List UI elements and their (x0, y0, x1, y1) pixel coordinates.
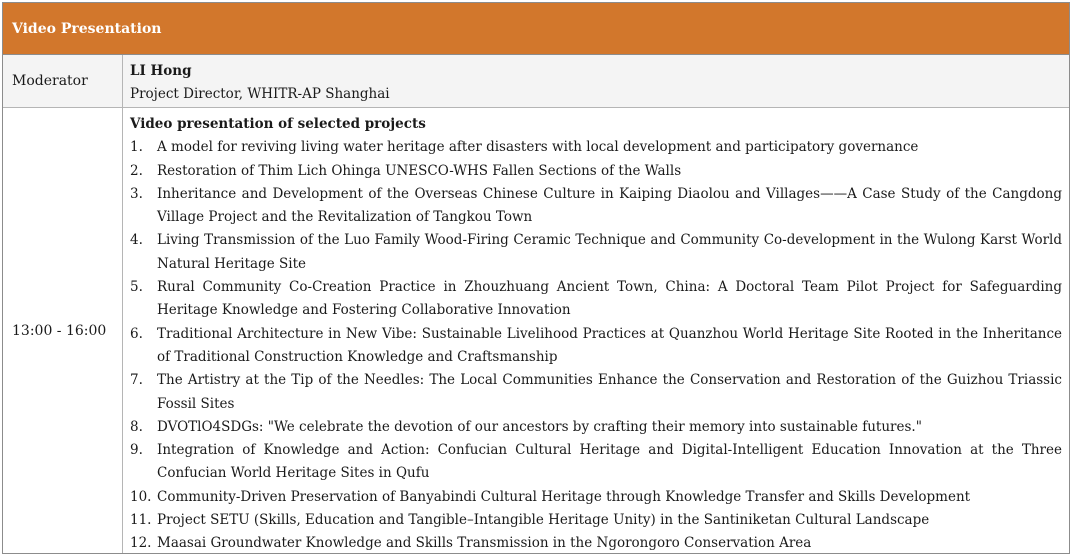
project-number: 12. (130, 535, 152, 552)
project-title: Rural Community Co-Creation Practice in Zhouzhuang Ancient Town, China: A Doctoral Team Pilot Project for Safeguarding Heritage Knowledge and Fostering Collaborative Innovation (157, 279, 1062, 319)
project-item (130, 486, 1062, 509)
session-time: 13:00 - 16:00 (3, 108, 123, 553)
project-title: Project SETU (Skills, Education and Tangible–Intangible Heritage Unity) in the Santiniketan Cultural Landscape (157, 512, 930, 529)
project-number: 8. (130, 418, 143, 435)
project-item (130, 532, 1062, 555)
project-number: 1. (130, 139, 143, 156)
moderator-role: Project Director, WHITR-AP Shanghai (130, 86, 390, 102)
project-title: Community-Driven Preservation of Banyabindi Cultural Heritage through Knowledge Transfer and Skills Development (157, 488, 971, 505)
moderator-name: LI Hong (130, 63, 192, 79)
project-item (130, 183, 1062, 230)
program-table (2, 2, 1070, 554)
moderator-row (3, 55, 1069, 108)
session-heading: Video presentation of selected projects (130, 116, 426, 132)
project-item (130, 160, 1062, 183)
moderator-label: Moderator (3, 55, 123, 107)
project-item (130, 416, 1062, 439)
project-number: 3. (130, 185, 143, 202)
project-item (130, 439, 1062, 486)
schedule-row (3, 108, 1069, 553)
project-title: Integration of Knowledge and Action: Confucian Cultural Heritage and Digital-Intelligent Education Innovation at the Three Confucian World Heritage Sites in Qufu (157, 442, 1062, 482)
project-number: 11. (130, 512, 152, 529)
project-item (130, 136, 1062, 159)
section-title: Video Presentation (12, 20, 162, 37)
project-title: A model for reviving living water heritage after disasters with local development and participatory governance (157, 139, 919, 156)
session-content (123, 108, 1069, 553)
project-number: 9. (130, 442, 143, 459)
project-item (130, 369, 1062, 416)
project-title: Living Transmission of the Luo Family Wood-Firing Ceramic Technique and Community Co-development in the Wulong Karst World Natural Heritage Site (157, 232, 1062, 272)
project-item (130, 276, 1062, 323)
project-item (130, 509, 1062, 532)
project-title: Maasai Groundwater Knowledge and Skills Transmission in the Ngorongoro Conservation Area (157, 535, 812, 552)
project-item (130, 229, 1062, 276)
moderator-details (123, 55, 1069, 107)
project-item (130, 323, 1062, 370)
project-number: 5. (130, 279, 143, 296)
project-title: Restoration of Thim Lich Ohinga UNESCO-WHS Fallen Sections of the Walls (157, 162, 682, 179)
project-number: 4. (130, 232, 143, 249)
project-title: Inheritance and Development of the Overseas Chinese Culture in Kaiping Diaolou and Villages——A Case Study of the Cangdong Village Project and the Revitalization of Tangkou Town (157, 185, 1062, 226)
project-number: 6. (130, 325, 143, 342)
project-number: 10. (130, 488, 152, 505)
project-number: 2. (130, 162, 143, 179)
project-title: DVOTlO4SDGs: "We celebrate the devotion of our ancestors by crafting their memory into sustainable futures." (157, 418, 922, 435)
project-title: Traditional Architecture in New Vibe: Sustainable Livelihood Practices at Quanzhou World Heritage Site Rooted in the Inheritance of Traditional Construction Knowledge and Craftsmanship (157, 325, 1062, 365)
project-title: The Artistry at the Tip of the Needles: The Local Communities Enhance the Conservation and Restoration of the Guizhou Triassic Fossil Sites (157, 372, 1062, 412)
section-header (3, 3, 1069, 55)
project-number: 7. (130, 372, 143, 389)
project-list (130, 136, 1062, 555)
